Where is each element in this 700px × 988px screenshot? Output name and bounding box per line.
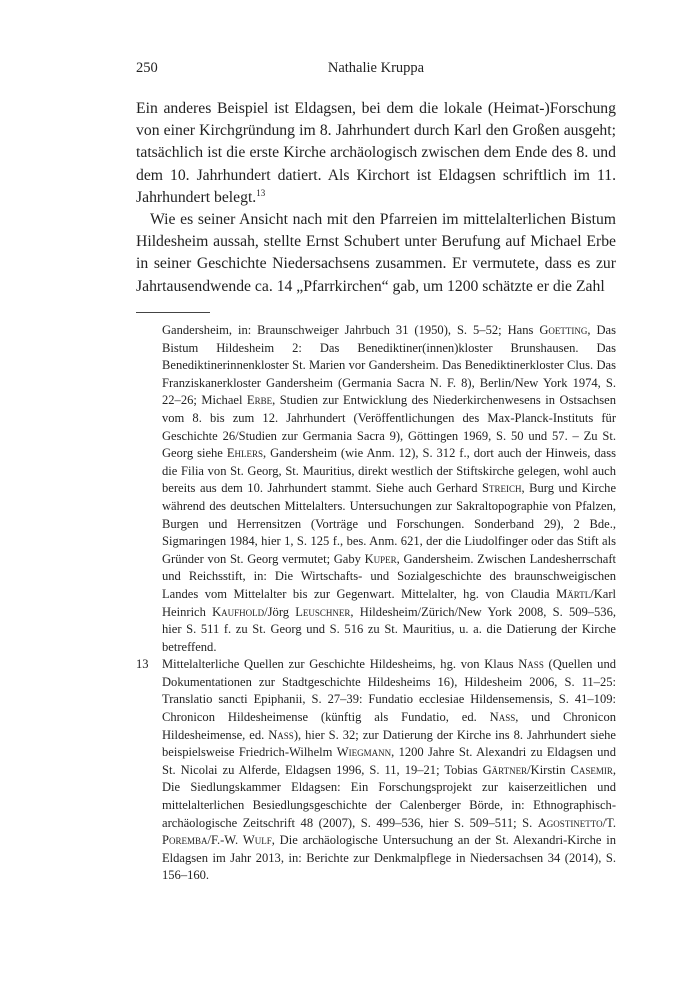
author-name: Kuper	[364, 551, 397, 566]
text-segment: Mittelalterliche Quellen zur Geschichte Hildesheims, hg. von Klaus	[162, 657, 519, 672]
text-segment: /Jörg	[264, 604, 296, 619]
text-segment: , Die archäologische Untersuchung an der St. Alexandri-Kirche in Eldagsen im Jahr 2013, in: Berichte zur Denkmalpflege in Niedersachsen 34 (2014), S. 156–160.	[162, 833, 616, 883]
body-paragraph	[136, 98, 616, 209]
author-name: Poremba	[162, 833, 208, 848]
author-name: Leuschner	[295, 604, 351, 619]
author-name: Gärtner	[482, 762, 528, 777]
text-segment: /Kirstin	[527, 762, 571, 777]
text-segment: , Die Siedlungskammer Eldagsen: Ein Forschungsprojekt zur kaiserzeitlichen und mittelalterlichen Besiedlungsgeschichte der Calenberger Börde, in: Ethnographisch-archäologische Zeitschrift 48 (2007), S. 499–536, hier S. 509–511; S.	[162, 762, 616, 830]
author-name: Goetting	[539, 323, 588, 337]
text-segment: , Studien zur Entwicklung des Niederkirchenwesens in Ostsachsen vom 8. bis zum 12. Jahrhundert (Veröffentlichungen des Max-Planck-Instituts für Geschichte 26/Studien zur Germania Sacra 9), Göttingen 1969, S. 50 und 57. – Zu St. Georg siehe	[162, 393, 616, 461]
text-segment: /Karl Heinrich	[162, 586, 616, 619]
author-name: Kaufhold	[212, 604, 265, 619]
text-segment: /F.-W.	[207, 833, 243, 848]
footnote-13	[136, 656, 616, 885]
page-header	[136, 60, 616, 80]
text-segment: /T.	[602, 815, 616, 830]
footnote-12-continued	[136, 322, 616, 656]
author-name: Nass	[518, 657, 544, 672]
text-segment: , Das Bistum Hildesheim 2: Das Benediktiner(innen)kloster Brunshausen. Das Benediktinerinnenkloster St. Marien vor Gandersheim. Das Benediktinerkloster Clus. Das Franziskanerkloster Gandersheim (Germania Sacra N. F. 8), Berlin/New York 1974, S. 22–26; Michael	[162, 323, 616, 408]
author-name: Erbe	[246, 393, 273, 408]
author-name: Nass	[489, 710, 516, 725]
body-paragraph: Wie es seiner Ansicht nach mit den Pfarreien im mittelalterlichen Bistum Hildesheim aussah, stellte Ernst Schubert unter Berufung auf Michael Erbe in seiner Geschichte Niedersachsens zusammen. Er vermutete, dass es zur Jahrtausendwende ca. 14 „Pfarrkirchen“ gab, um 1200 schätzte er die Zahl	[136, 211, 616, 295]
author-name: Märtl	[556, 586, 591, 601]
author-name: Agostinetto	[537, 815, 603, 830]
footnote-separator	[136, 312, 210, 313]
author-name: Wulf	[242, 833, 272, 848]
author-name: Ehlers	[226, 446, 263, 461]
footnotes	[136, 322, 616, 885]
author-name: Nass	[268, 727, 294, 742]
text-segment: (Quellen und Dokumentationen zur Stadtgeschichte Hildesheims 16), Hildesheim 2006, S. 11–25: Translatio sancti Epiphanii, S. 27–39: Fundatio ecclesiae Hildensemensis, S. 41–109: Chronicon Hildesheimense (künftig als Fundatio, ed.	[162, 657, 616, 725]
footnote-number: 13	[136, 657, 149, 672]
text-segment: , und Chronicon Hildesheimense, ed.	[162, 710, 616, 742]
running-head: Nathalie Kruppa	[327, 60, 425, 76]
text-segment: , Hildesheim/Zürich/New York 2008, S. 509–536, hier S. 511 f. zu St. Georg und S. 516 zu St. Mauritius, u. a. die Datierung der Kirche betreffend.	[162, 604, 616, 654]
text-segment: , Gandersheim. Zwischen Landesherrschaft und Reichsstift, in: Die Wirtschafts- und Sozialgeschichte des braunschweigischen Landes vom Mittelalter bis zur Gegenwart. Mittelalter, hg. von Claudia	[162, 551, 616, 601]
page-number: 250	[136, 60, 158, 76]
text-segment: , Gandersheim (wie Anm. 12), S. 312 f., dort auch der Hinweis, dass die Filia von St. Georg, St. Mauritius, direkt westlich der Stiftskirche gelegen, wohl auch bereits aus dem 10. Jahrhundert stammt. Siehe auch Gerhard	[162, 446, 616, 496]
main-text	[136, 98, 616, 298]
text-segment: , Burg und Kirche während des deutschen Mittelalters. Untersuchungen zur Sakraltopographie von Pfalzen, Burgen und Herrensitzen (Vorträge und Forschungen. Sonderband 29), 2 Bde., Sigmaringen 1984, hier 1, S. 125 f., bes. Anm. 621, der die Liudolfinger oder das Stift als Gründer von St. Georg vermutet; Gaby	[162, 481, 617, 566]
author-name: Streich	[482, 481, 522, 496]
footnote-reference[interactable]: 13	[256, 187, 266, 198]
text-segment: Gandersheim, in: Braunschweiger Jahrbuch 31 (1950), S. 5–52; Hans	[162, 323, 540, 337]
author-name: Wiegmann	[336, 745, 392, 760]
author-name: Casemir	[570, 762, 613, 777]
paragraph-text: Ein anderes Beispiel ist Eldagsen, bei dem die lokale (Heimat-)Forschung von einer Kirchgründung im 8. Jahrhundert durch Karl den Großen ausgeht; tatsächlich ist die erste Kirche archäologisch zwischen dem Ende des 8. und dem 10. Jahrhundert datiert. Als Kirchort ist Eldagsen schriftlich im 11. Jahrhundert belegt.	[136, 100, 616, 206]
text-segment: ), hier S. 32; zur Datierung der Kirche ins 8. Jahrhundert siehe beispielsweise Friedrich-Wilhelm	[162, 727, 617, 760]
text-segment: , 1200 Jahre St. Alexandri zu Eldagsen und St. Nicolai zu Alferde, Eldagsen 1996, S. 11, 19–21; Tobias	[162, 745, 616, 777]
